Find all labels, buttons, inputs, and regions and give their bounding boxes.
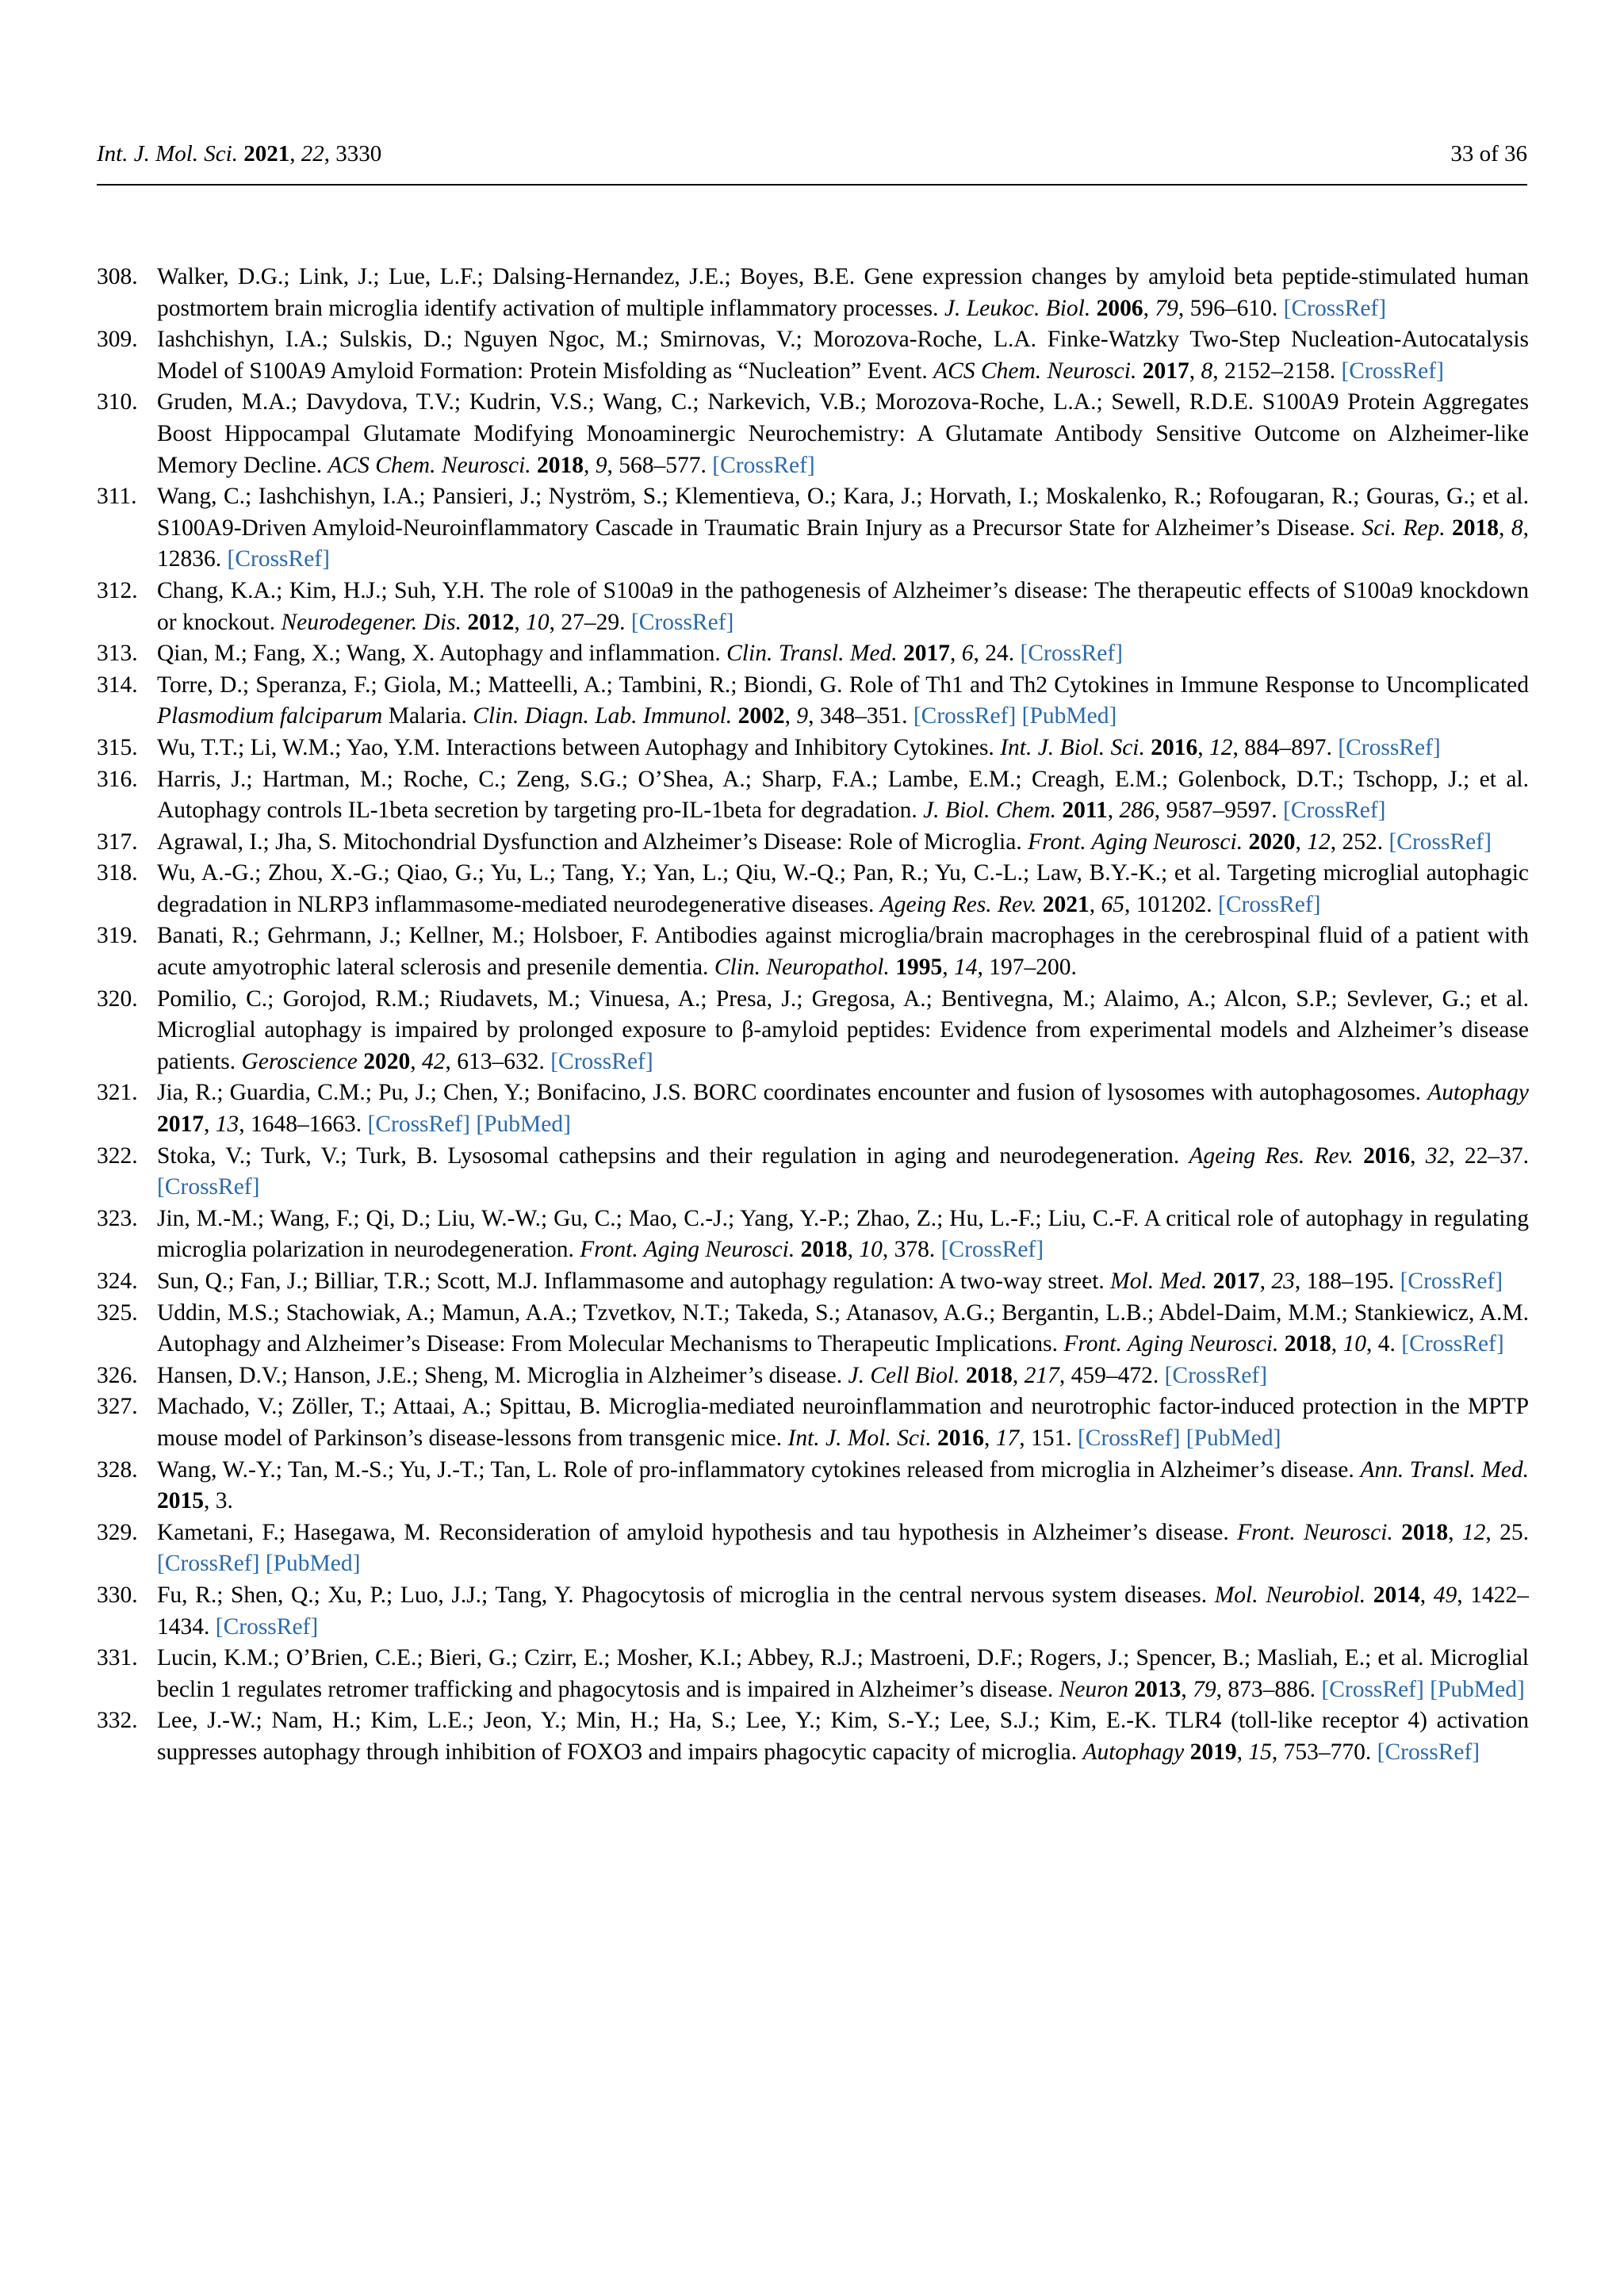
reference-italic: 10 [526,609,550,635]
reference-year: 2017 [157,1112,204,1138]
reference-text: , 596–610. [1178,295,1284,321]
reference-text: , [1448,1519,1462,1545]
reference-italic: Front. Aging Neurosci. [1063,1331,1279,1357]
crossref-link[interactable]: [CrossRef] [1164,1362,1268,1388]
reference-italic: 12 [1209,734,1233,760]
reference-year: 2013 [1134,1676,1182,1702]
crossref-link[interactable]: [CrossRef] [1401,1331,1504,1357]
reference-text [959,1363,965,1388]
reference-text: , [1143,295,1155,321]
reference-text: , 459–472. [1059,1362,1165,1388]
reference-text: , [1295,828,1308,855]
reference-text: , 568–577. [607,452,713,478]
reference-text [1278,1331,1284,1357]
reference-year: 2020 [363,1048,411,1074]
reference-text: , [1197,734,1210,760]
reference-italic: 49 [1433,1582,1457,1608]
reference-text: Wang, C.; Iashchishyn, I.A.; Pansieri, J.; Nyström, S.; Klementieva, O.; Kara, J.; Horvath, I.; Moskalenko, R.; Rofougaran, R.; Gouras, G.; et al. S100A9-Driven Amyloid-Neuroinflammatory Cascade in Traumatic Brain Injury as a Precursor State for Alzheimer’s Disease. [157,484,1529,541]
reference-text: Uddin, M.S.; Stachowiak, A.; Mamun, A.A.; Tzvetkov, N.T.; Takeda, S.; Atanasov, A.G.; Bergantin, L.B.; Abdel-Daim, M.M.; Stankiewicz, A.M. Autophagy and Alzheimer’s Disease: From Molecular Mechanisms to Therapeutic Implications. [157,1299,1529,1357]
reference-number: 314. [97,672,138,698]
reference-text: Hansen, D.V.; Hanson, J.E.; Sheng, M. Microglia in Alzheimer’s disease. [157,1362,848,1388]
reference-text: , [1089,891,1101,917]
reference-text: , [204,1112,216,1138]
reference-year: 2017 [903,641,951,667]
reference-year: 2016 [1363,1142,1411,1169]
reference-italic: 10 [859,1237,883,1263]
reference-number: 311. [97,484,137,510]
reference-text: , [410,1048,422,1074]
reference-text [732,703,737,729]
reference-number: 308. [97,264,138,289]
reference-text: Kametani, F.; Hasegawa, M. Reconsideration of amyloid hypothesis and tau hypothesis in Alzheimer’s disease. [157,1519,1238,1545]
reference-text: Pomilio, C.; Gorojod, R.M.; Riudavets, M.; Vinuesa, A.; Presa, J.; Gregosa, A.; Bentivegna, M.; Alaimo, A.; Alcon, S.P.; Sevlever, G.; et al. Microglial autophagy is impaired by prolonged exposure to β-amyloid peptides: Evidence from experimental models and Alzheimer’s disease patients. [157,985,1529,1074]
reference-item [97,1266,1529,1298]
reference-year: 2014 [1373,1582,1420,1608]
reference-number: 329. [97,1519,138,1545]
reference-text: Malaria. [382,703,473,729]
reference-year: 2021 [1042,891,1090,917]
crossref-link[interactable]: [CrossRef] [630,609,734,635]
reference-text: , 27–29. [549,609,631,635]
reference-text: , [1419,1582,1434,1608]
reference-text: , [1499,515,1511,541]
reference-text: , 101202. [1124,891,1219,917]
crossref-link[interactable]: [CrossRef] [215,1613,319,1640]
reference-italic: 217 [1024,1362,1059,1388]
reference-item [97,827,1529,859]
article-number: 3330 [335,141,382,166]
reference-number: 318. [97,860,138,886]
reference-text [1090,296,1096,321]
reference-number: 309. [97,327,138,353]
reference-number: 310. [97,389,138,415]
reference-italic: Clin. Diagn. Lab. Immunol. [473,703,733,729]
reference-text [898,641,903,666]
reference-text [1016,703,1021,729]
reference-number: 332. [97,1708,138,1734]
reference-text: , 613–632. [445,1048,551,1074]
reference-text: , 873–886. [1216,1676,1322,1702]
reference-italic: Front. Neurosci. [1237,1519,1393,1545]
reference-number: 328. [97,1456,138,1483]
reference-text: Torre, D.; Speranza, F.; Giola, M.; Matteelli, A.; Tambini, R.; Biondi, G. Role of Th1 and Th2 Cytokines in Immune Response to Uncomplicated [157,672,1529,698]
pubmed-link[interactable]: [PubMed] [476,1112,571,1138]
pubmed-link[interactable]: [PubMed] [1021,703,1117,729]
reference-italic: Clin. Transl. Med. [726,641,898,667]
reference-italic: 15 [1248,1739,1272,1765]
reference-item [97,1360,1529,1392]
page-number: 33 of 36 [1450,141,1527,166]
reference-text: , 25. [1485,1519,1530,1545]
reference-number: 313. [97,641,138,667]
reference-year: 2018 [800,1237,848,1263]
reference-italic: 9 [796,703,809,729]
pubmed-link[interactable]: [PubMed] [265,1551,361,1577]
reference-item [97,858,1529,920]
reference-text: , [847,1237,860,1263]
reference-year: 2006 [1096,295,1143,321]
journal-year: 2021 [243,141,290,166]
reference-text: , 2152–2158. [1212,358,1342,384]
reference-year: 2016 [1151,734,1198,760]
reference-italic: Front. Aging Neurosci. [1028,828,1243,855]
reference-item [97,984,1529,1078]
reference-item [97,1643,1529,1705]
reference-item [97,764,1529,827]
crossref-link[interactable]: [CrossRef] [1388,828,1492,855]
reference-item [97,481,1529,576]
reference-italic: Autophagy [1427,1080,1529,1106]
reference-italic: 286 [1119,798,1155,824]
reference-text [1207,1269,1212,1294]
reference-text: , 884–897. [1232,734,1339,760]
journal-citation: Int. J. Mol. Sci. 2021, 22, 3330 [97,141,382,166]
running-header [97,136,1527,186]
reference-text [1393,1520,1401,1545]
reference-italic: 12 [1461,1519,1486,1545]
reference-italic: J. Leukoc. Biol. [944,295,1091,321]
reference-item [97,576,1529,638]
crossref-link[interactable]: [CrossRef] [1341,358,1444,384]
reference-year: 2016 [936,1425,984,1451]
reference-italic: Geroscience [241,1048,358,1074]
reference-italic: Int. J. Biol. Sci. [1000,734,1145,760]
reference-number: 312. [97,577,138,603]
reference-italic: Mol. Neurobiol. [1214,1582,1366,1608]
crossref-link[interactable]: [CrossRef] [227,546,330,572]
reference-italic: Autophagy [1082,1739,1185,1765]
reference-number: 323. [97,1205,138,1231]
crossref-link[interactable]: [CrossRef] [1020,641,1123,667]
reference-italic: Mol. Med. [1110,1269,1208,1294]
reference-number: 324. [97,1269,138,1294]
reference-text: Wang, W.-Y.; Tan, M.-S.; Yu, J.-T.; Tan, L. Role of pro-inflammatory cytokines released from microglia in Alzheimer’s disease. [157,1456,1361,1483]
reference-item [97,262,1529,324]
reference-italic: 14 [953,955,978,981]
reference-text: , 197–200. [977,955,1077,981]
reference-text [1354,1143,1363,1169]
crossref-link[interactable]: [CrossRef] [1283,798,1386,824]
reference-italic: 79 [1155,295,1178,321]
reference-italic: Clin. Neuropathol. [714,955,890,981]
reference-text: Fu, R.; Shen, Q.; Xu, P.; Luo, J.J.; Tang, Y. Phagocytosis of microglia in the central nervous system diseases. [157,1582,1215,1608]
reference-italic: 65 [1101,891,1125,917]
reference-italic: Int. J. Mol. Sci. [787,1425,932,1451]
crossref-link[interactable]: [CrossRef] [1400,1269,1503,1294]
crossref-link[interactable]: [CrossRef] [1321,1676,1424,1702]
reference-italic: 79 [1193,1676,1216,1702]
reference-text: , [1236,1739,1249,1765]
reference-text [1365,1582,1373,1608]
reference-text: Jia, R.; Guardia, C.M.; Pu, J.; Chen, Y.; Bonifacino, J.S. BORC coordinates encounter and fusion of lysosomes with autophagosomes. [157,1080,1428,1106]
reference-text: Harris, J.; Hartman, M.; Roche, C.; Zeng, S.G.; O’Shea, A.; Sharp, F.A.; Lambe, E.M.; Creagh, E.M.; Golenbock, D.T.; Tschopp, J.; et al. Autophagy controls IL-1beta secretion by targeting pro-IL-1beta for degradation. [157,766,1529,824]
reference-text: , 24. [973,641,1021,667]
reference-italic: J. Biol. Chem. [923,798,1057,824]
reference-year: 2018 [1452,515,1500,541]
reference-number: 317. [97,828,138,855]
reference-text [259,1551,265,1576]
journal-volume: 22 [301,141,324,166]
reference-item [97,324,1529,387]
reference-text: , [584,452,596,478]
reference-text: , 378. [882,1237,941,1263]
reference-year: 2017 [1212,1269,1260,1294]
reference-text: , [514,609,527,635]
reference-year: 2019 [1189,1739,1237,1765]
reference-text: Machado, V.; Zöller, T.; Attaai, A.; Spittau, B. Microglia-mediated neuroinflammation and neurotrophic factor-induced protection in the MPTP mouse model of Parkinson’s disease-lessons from transgenic mice. [157,1394,1529,1451]
reference-text: Wu, T.T.; Li, W.M.; Yao, Y.M. Interactions between Autophagy and Inhibitory Cytokines. [157,734,1001,760]
crossref-link[interactable]: [CrossRef] [157,1174,260,1200]
reference-item [97,1298,1529,1360]
reference-text: , 12836. [157,515,1529,572]
reference-text: , 3. [204,1488,233,1514]
reference-number: 325. [97,1299,138,1326]
reference-italic: ACS Chem. Neurosci. [327,452,531,478]
reference-text [795,1237,800,1262]
reference-text: Lee, J.-W.; Nam, H.; Kim, L.E.; Jeon, Y.; Min, H.; Ha, S.; Lee, Y.; Kim, S.-Y.; Lee, S.J.; Kim, E.-K. TLR4 (toll-like receptor 4) activation suppresses autophagy through inhibition of FOXO3 and impairs phagocytic capacity of microglia. [157,1708,1529,1765]
reference-italic: 12 [1307,828,1331,855]
reference-year: 2018 [1284,1331,1331,1357]
reference-text: , 4. [1366,1331,1402,1357]
reference-italic: 17 [995,1425,1020,1451]
reference-text: Walker, D.G.; Link, J.; Lue, L.F.; Dalsing-Hernandez, J.E.; Boyes, B.E. Gene expression changes by amyloid beta peptide-stimulated human postmortem brain microglia identify activation of multiple inflammatory processes. [157,264,1529,321]
reference-text: , [1410,1142,1426,1169]
reference-list [97,262,1529,1769]
reference-text [1184,1739,1189,1765]
reference-italic: J. Cell Biol. [848,1362,960,1388]
reference-text: , [942,955,954,981]
reference-year: 1995 [895,955,943,981]
reference-text: Stoka, V.; Turk, V.; Turk, B. Lysosomal cathepsins and their regulation in aging and neurodegeneration. [157,1142,1189,1169]
reference-italic: Sci. Rep. [1362,515,1446,541]
reference-italic: Ageing Res. Rev. [879,891,1037,917]
reference-text [531,453,537,478]
crossref-link[interactable]: [CrossRef] [157,1551,260,1577]
reference-number: 315. [97,734,138,760]
reference-text: , 1422–1434. [157,1582,1530,1640]
reference-text: Sun, Q.; Fan, J.; Billiar, T.R.; Scott, M.J. Inflammasome and autophagy regulation: A two-way street. [157,1269,1111,1294]
reference-item [97,1580,1529,1643]
reference-item [97,670,1529,733]
reference-text: , [784,703,797,729]
reference-item [97,1203,1529,1266]
reference-italic: 9 [595,452,607,478]
reference-text: Jin, M.-M.; Wang, F.; Qi, D.; Liu, W.-W.; Gu, C.; Mao, C.-J.; Yang, Y.-P.; Zhao, Z.; Hu, L.-F.; Liu, C.-F. A critical role of autophagy in regulating microglia polarization in neurodegeneration. [157,1205,1529,1263]
reference-text: , 22–37. [1449,1142,1530,1169]
reference-italic: Neuron [1059,1676,1128,1702]
reference-item [97,733,1529,764]
reference-text [1180,1425,1185,1451]
reference-number: 322. [97,1142,138,1169]
reference-text: Qian, M.; Fang, X.; Wang, X. Autophagy and inflammation. [157,641,727,667]
reference-text: , 188–195. [1294,1269,1400,1294]
reference-italic: Plasmodium falciparum [157,703,383,729]
reference-italic: 32 [1425,1142,1450,1169]
reference-number: 331. [97,1645,138,1671]
reference-italic: 42 [421,1048,446,1074]
reference-text: , 9587–9597. [1154,798,1284,824]
reference-text: Agrawal, I.; Jha, S. Mitochondrial Dysfunction and Alzheimer’s Disease: Role of Microglia. [157,828,1028,855]
crossref-link[interactable]: [CrossRef] [913,703,1017,729]
pubmed-link[interactable]: [PubMed] [1430,1676,1525,1702]
reference-text [932,1425,937,1451]
reference-text: , [950,641,962,667]
reference-number: 330. [97,1582,138,1608]
reference-italic: 10 [1342,1331,1366,1357]
journal-name: Int. J. Mol. Sci. [97,141,238,166]
reference-text [1136,358,1142,384]
reference-italic: Neurodegener. Dis. [281,609,462,635]
reference-text [1446,515,1452,541]
crossref-link[interactable]: [CrossRef] [1283,295,1387,321]
crossref-link[interactable]: [CrossRef] [1077,1425,1181,1451]
reference-number: 320. [97,985,138,1012]
reference-number: 327. [97,1394,138,1420]
crossref-link[interactable]: [CrossRef] [550,1048,653,1074]
reference-italic: 23 [1271,1269,1295,1294]
reference-text: , 1648–1663. [239,1112,368,1138]
reference-number: 321. [97,1080,138,1106]
reference-text: , 348–351. [808,703,914,729]
reference-text: Gruden, M.A.; Davydova, T.V.; Kudrin, V.S.; Wang, C.; Narkevich, V.B.; Morozova-Roche, L.A.; Sewell, R.D.E. S100A9 Protein Aggregates Boost Hippocampal Glutamate Modifying Monoaminergic Neurochemistry: A Glutamate Antibody Sensitive Outcome on Alzheimer-like Memory Decline. [157,389,1529,478]
reference-number: 326. [97,1362,138,1388]
reference-italic: ACS Chem. Neurosci. [933,358,1137,384]
reference-text: , 151. [1019,1425,1078,1451]
reference-year: 2017 [1142,358,1189,384]
pubmed-link[interactable]: [PubMed] [1185,1425,1281,1451]
reference-year: 2020 [1248,828,1296,855]
reference-item [97,1517,1529,1580]
reference-text: , [983,1425,996,1451]
reference-item [97,1391,1529,1454]
reference-item [97,638,1529,670]
reference-year: 2015 [157,1488,204,1514]
reference-italic: Ageing Res. Rev. [1189,1142,1354,1169]
reference-year: 2012 [467,609,515,635]
reference-year: 2002 [737,703,785,729]
crossref-link[interactable]: [CrossRef] [1218,891,1321,917]
reference-text: , 252. [1330,828,1389,855]
reference-item [97,1141,1529,1203]
reference-text: Lucin, K.M.; O’Brien, C.E.; Bieri, G.; Czirr, E.; Mosher, K.I.; Abbey, R.J.; Mastroeni, D.F.; Rogers, J.; Spencer, B.; Masliah, E.; et al. Microglial beclin 1 regulates retromer trafficking and phagocytosis and is impaired in Alzheimer’s disease. [157,1645,1529,1702]
reference-text: , [1189,358,1201,384]
reference-text: Chang, K.A.; Kim, H.J.; Suh, Y.H. The role of S100a9 in the pathogenesis of Alzheimer’s disease: The therapeutic effects of S100a9 knockdown or knockout. [157,577,1529,635]
reference-text: , [1012,1362,1025,1388]
reference-year: 2018 [965,1362,1013,1388]
reference-number: 316. [97,766,138,792]
reference-text: , [1107,798,1120,824]
reference-item [97,1705,1529,1768]
reference-italic: Front. Aging Neurosci. [580,1237,795,1263]
reference-text [1036,892,1042,917]
reference-text: , [1259,1269,1272,1294]
reference-italic: 8 [1511,515,1523,541]
crossref-link[interactable]: [CrossRef] [712,452,815,478]
reference-text: , [1181,1676,1193,1702]
reference-italic: 8 [1201,358,1213,384]
crossref-link[interactable]: [CrossRef] [1338,734,1441,760]
reference-item [97,920,1529,983]
reference-text: Banati, R.; Gehrmann, J.; Kellner, M.; Holsboer, F. Antibodies against microglia/brain macrophages in the cerebrospinal fluid of a patient with acute amyotrophic lateral sclerosis and presenile dementia. [157,923,1529,981]
reference-number: 319. [97,923,138,949]
reference-text: , [1331,1331,1343,1357]
reference-year: 2018 [1401,1519,1449,1545]
reference-italic: 13 [215,1112,239,1138]
reference-item [97,387,1529,481]
reference-italic: Ann. Transl. Med. [1360,1456,1529,1483]
reference-year: 2018 [537,452,584,478]
crossref-link[interactable]: [CrossRef] [940,1237,1044,1263]
reference-text: Iashchishyn, I.A.; Sulskis, D.; Nguyen Ngoc, M.; Smirnovas, V.; Morozova-Roche, L.A. Finke-Watzky Two-Step Nucleation-Autocatalysis Model of S100A9 Amyloid Formation: Protein Misfolding as “Nucleation” Event. [157,327,1529,384]
reference-item [97,1077,1529,1140]
reference-year: 2011 [1062,798,1108,824]
reference-item [97,1455,1529,1517]
crossref-link[interactable]: [CrossRef] [367,1112,470,1138]
crossref-link[interactable]: [CrossRef] [1377,1739,1480,1765]
reference-italic: 6 [961,641,974,667]
reference-text: , 753–770. [1271,1739,1377,1765]
reference-text: Wu, A.-G.; Zhou, X.-G.; Qiao, G.; Yu, L.; Tang, Y.; Yan, L.; Qiu, W.-Q.; Pan, R.; Yu, C.-L.; Law, B.Y.-K.; et al. Targeting microglial autophagic degradation in NLRP3 inflammasome-mediated neurodegenerative diseases. [157,860,1529,917]
